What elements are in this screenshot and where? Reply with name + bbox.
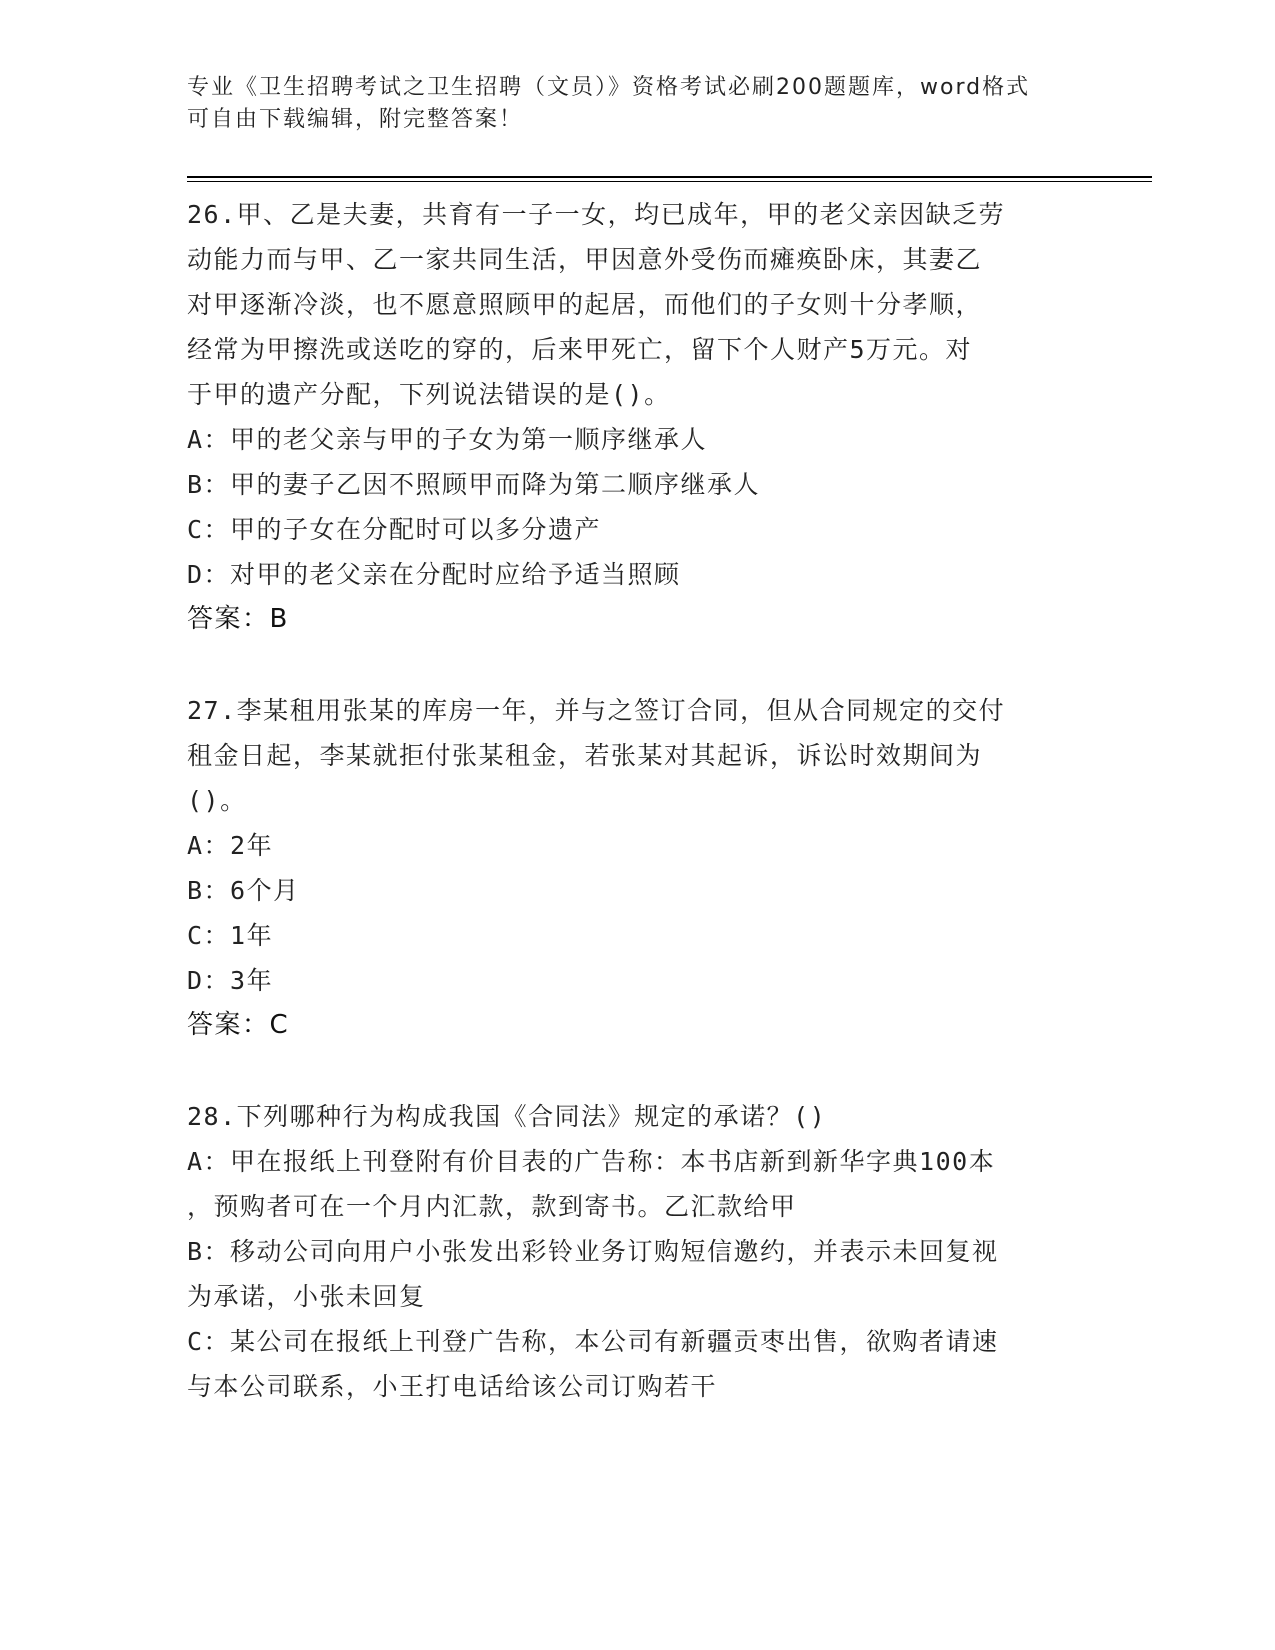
option-a: A：甲在报纸上刊登附有价目表的广告称：本书店新到新华字典100本 bbox=[187, 1147, 996, 1176]
header-rule-thin bbox=[187, 181, 1152, 182]
question-stem-line: 租金日起，李某就拒付张某租金，若张某对其起诉，诉讼时效期间为 bbox=[187, 741, 983, 770]
question-stem-line: 27.李某租用张某的库房一年，并与之签订合同，但从合同规定的交付 bbox=[187, 696, 1006, 725]
option-d: D：3年 bbox=[187, 966, 274, 995]
answer: 答案：C bbox=[187, 1010, 290, 1040]
question-stem-line: ()。 bbox=[187, 786, 247, 815]
question-stem-line: 动能力而与甲、乙一家共同生活，甲因意外受伤而瘫痪卧床，其妻乙 bbox=[187, 245, 983, 274]
question-27 bbox=[187, 688, 1087, 1048]
option-a-continued: ，预购者可在一个月内汇款，款到寄书。乙汇款给甲 bbox=[187, 1192, 797, 1221]
question-stem-line: 对甲逐渐冷淡，也不愿意照顾甲的起居，而他们的子女则十分孝顺， bbox=[187, 290, 983, 319]
option-c: C：1年 bbox=[187, 921, 274, 950]
question-stem-line: 于甲的遗产分配，下列说法错误的是()。 bbox=[187, 380, 671, 409]
option-d: D：对甲的老父亲在分配时应给予适当照顾 bbox=[187, 560, 681, 589]
answer: 答案：B bbox=[187, 604, 289, 634]
option-b: B：甲的妻子乙因不照顾甲而降为第二顺序继承人 bbox=[187, 470, 761, 499]
question-stem-line: 28.下列哪种行为构成我国《合同法》规定的承诺？() bbox=[187, 1102, 827, 1131]
question-28 bbox=[187, 1094, 1087, 1409]
option-c: C：某公司在报纸上刊登广告称，本公司有新疆贡枣出售，欲购者请速 bbox=[187, 1327, 999, 1356]
option-c-continued: 与本公司联系，小王打电话给该公司订购若干 bbox=[187, 1372, 718, 1401]
question-stem-line: 经常为甲擦洗或送吃的穿的，后来甲死亡，留下个人财产5万元。对 bbox=[187, 335, 973, 364]
option-c: C：甲的子女在分配时可以多分遗产 bbox=[187, 515, 602, 544]
question-list bbox=[187, 192, 1087, 1409]
header-line-1: 专业《卫生招聘考试之卫生招聘（文员）》资格考试必刷200题题库，word格式 bbox=[187, 75, 1031, 100]
header-line-2: 可自由下载编辑，附完整答案！ bbox=[187, 107, 524, 132]
option-b-continued: 为承诺，小张未回复 bbox=[187, 1282, 426, 1311]
option-b: B：移动公司向用户小张发出彩铃业务订购短信邀约，并表示未回复视 bbox=[187, 1237, 999, 1266]
option-a: A：2年 bbox=[187, 831, 274, 860]
option-a: A：甲的老父亲与甲的子女为第一顺序继承人 bbox=[187, 425, 708, 454]
page-header bbox=[187, 72, 1087, 136]
question-stem-line: 26.甲、乙是夫妻，共育有一子一女，均已成年，甲的老父亲因缺乏劳 bbox=[187, 200, 1006, 229]
header-rule-thick bbox=[187, 176, 1152, 178]
option-b: B：6个月 bbox=[187, 876, 300, 905]
question-26 bbox=[187, 192, 1087, 642]
